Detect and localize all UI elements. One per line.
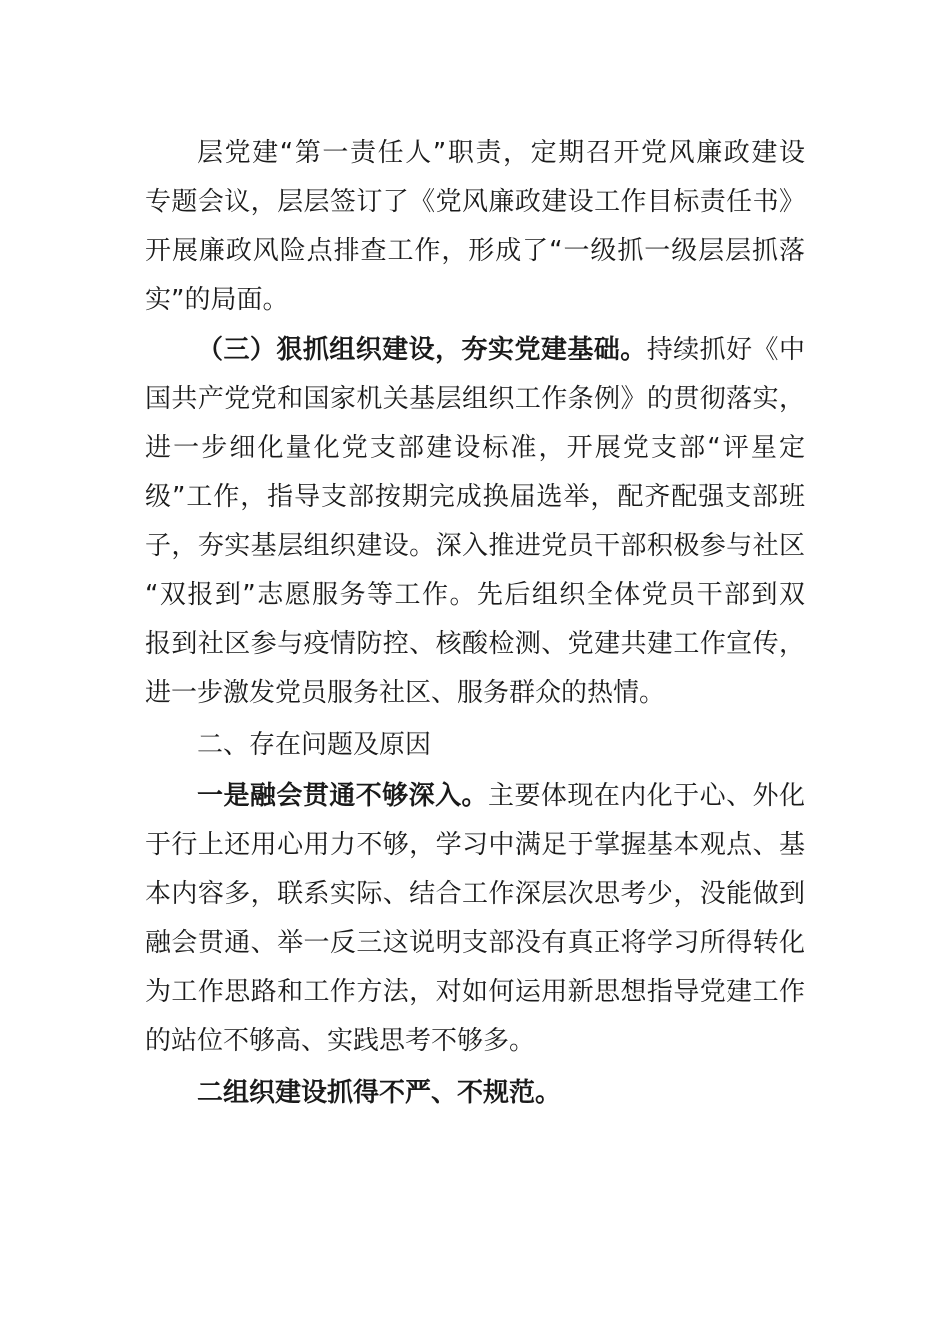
paragraph-2-line-5: 子，夯实基层组织建设。深入推进党员干部积极参与社区 xyxy=(145,531,805,561)
section-heading: 二、存在问题及原因 xyxy=(197,730,432,760)
paragraph-2-line-3: 进一步细化量化党支部建设标准，开展党支部“评星定 xyxy=(145,433,805,463)
paragraph-1-line-2: 专题会议，层层签订了《党风廉政建设工作目标责任书》 xyxy=(145,187,805,217)
paragraph-2-heading: （三）狠抓组织建设，夯实党建基础。 xyxy=(197,335,647,365)
paragraph-3-line-2: 于行上还用心用力不够，学习中满足于掌握基本观点、基 xyxy=(145,830,805,860)
paragraph-3-line-3: 本内容多，联系实际、结合工作深层次思考少，没能做到 xyxy=(145,879,805,909)
paragraph-2-line-6: “双报到”志愿服务等工作。先后组织全体党员干部到双 xyxy=(145,580,805,610)
paragraph-2-line-2: 国共产党党和国家机关基层组织工作条例》的贯彻落实， xyxy=(145,384,805,414)
paragraph-1-line-4: 实”的局面。 xyxy=(145,285,289,315)
paragraph-2-line-4: 级”工作，指导支部按期完成换届选举，配齐配强支部班 xyxy=(145,482,805,512)
paragraph-2-line-1-text: 持续抓好《中 xyxy=(646,335,805,365)
paragraph-3-line-4: 融会贯通、举一反三这说明支部没有真正将学习所得转化 xyxy=(145,928,805,958)
paragraph-1-line-1: 层党建“第一责任人”职责，定期召开党风廉政建设 xyxy=(197,138,805,168)
paragraph-2-line-1 xyxy=(197,330,805,370)
paragraph-3-line-1 xyxy=(197,776,805,816)
paragraph-3-line-6: 的站位不够高、实践思考不够多。 xyxy=(145,1026,536,1056)
paragraph-2-line-7: 报到社区参与疫情防控、核酸检测、党建共建工作宣传， xyxy=(145,629,805,659)
paragraph-2-line-8: 进一步激发党员服务社区、服务群众的热情。 xyxy=(145,678,666,708)
paragraph-3-line-1-text: 主要体现在内化于心、外化 xyxy=(488,781,805,811)
paragraph-4-heading: 二组织建设抓得不严、不规范。 xyxy=(197,1078,562,1108)
paragraph-3-line-5: 为工作思路和工作方法，对如何运用新思想指导党建工作 xyxy=(145,977,805,1007)
paragraph-1-line-3: 开展廉政风险点排查工作，形成了“一级抓一级层层抓落 xyxy=(145,236,805,266)
paragraph-3-heading: 一是融会贯通不够深入。 xyxy=(197,781,488,811)
